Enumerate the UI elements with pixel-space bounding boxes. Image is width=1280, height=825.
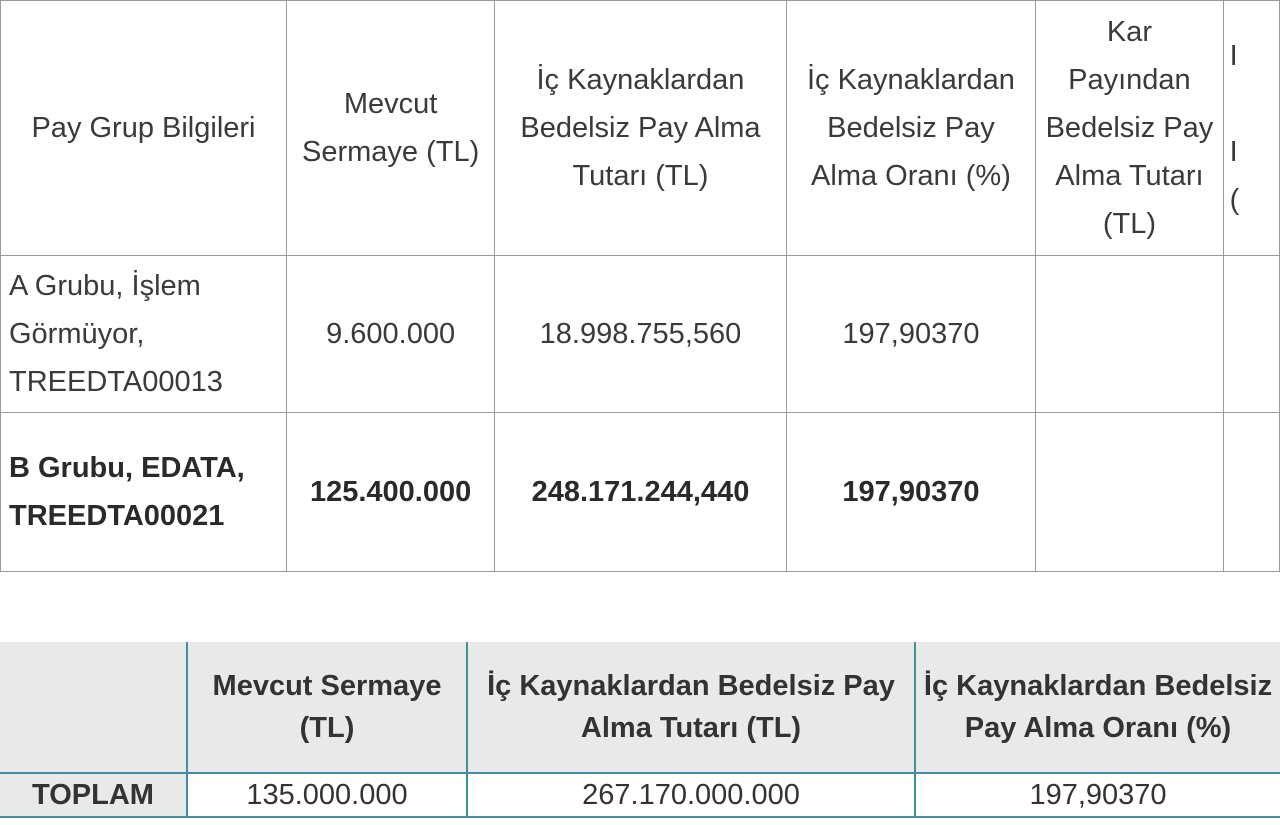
total-header-row (0, 642, 1280, 773)
header-internal-amount: İç Kaynaklardan Bedelsiz Pay Alma Tutarı (TL) (467, 642, 915, 773)
cell-internal-amount: 248.171.244,440 (495, 413, 786, 572)
header-pay-group: Pay Grup Bilgileri (1, 1, 287, 256)
total-table (0, 642, 1280, 818)
total-row (0, 773, 1280, 817)
total-internal-rate: 197,90370 (915, 773, 1280, 817)
header-internal-rate: İç Kaynaklardan Bedelsiz Pay Alma Oranı (%) (786, 1, 1036, 256)
cell-group: B Grubu, EDATA, TREEDTA00021 (1, 413, 287, 572)
cell-dividend-amount (1036, 413, 1223, 572)
cut-fragment: I (1229, 40, 1238, 72)
cell-group: A Grubu, İşlem Görmüyor, TREEDTA00013 (1, 256, 287, 413)
cut-fragment (1230, 80, 1273, 128)
table-row (1, 413, 1280, 572)
cell-capital: 125.400.000 (286, 413, 494, 572)
header-internal-amount: İç Kaynaklardan Bedelsiz Pay Alma Tutarı (TL) (495, 1, 786, 256)
header-cut-off-column (1223, 1, 1279, 256)
header-internal-rate: İç Kaynaklardan Bedelsiz Pay Alma Oranı (%) (915, 642, 1280, 773)
cell-internal-rate: 197,90370 (786, 256, 1036, 413)
table-header-row (1, 1, 1280, 256)
header-blank (0, 642, 187, 773)
cell-cut-off (1223, 413, 1279, 572)
cell-dividend-amount (1036, 256, 1223, 413)
cell-internal-rate: 197,90370 (786, 413, 1036, 572)
cell-internal-amount: 18.998.755,560 (495, 256, 786, 413)
total-capital: 135.000.000 (187, 773, 467, 817)
cell-capital: 9.600.000 (286, 256, 494, 413)
cell-cut-off (1223, 256, 1279, 413)
header-current-capital: Mevcut Sermaye (TL) (286, 1, 494, 256)
cut-fragment: I (1229, 136, 1238, 168)
header-current-capital: Mevcut Sermaye (TL) (187, 642, 467, 773)
total-label: TOPLAM (0, 773, 187, 817)
table-row (1, 256, 1280, 413)
header-dividend-amount: Kar Payından Bedelsiz Pay Alma Tutarı (TL) (1036, 1, 1223, 256)
cut-fragment: ( (1229, 184, 1240, 216)
total-internal-amount: 267.170.000.000 (467, 773, 915, 817)
